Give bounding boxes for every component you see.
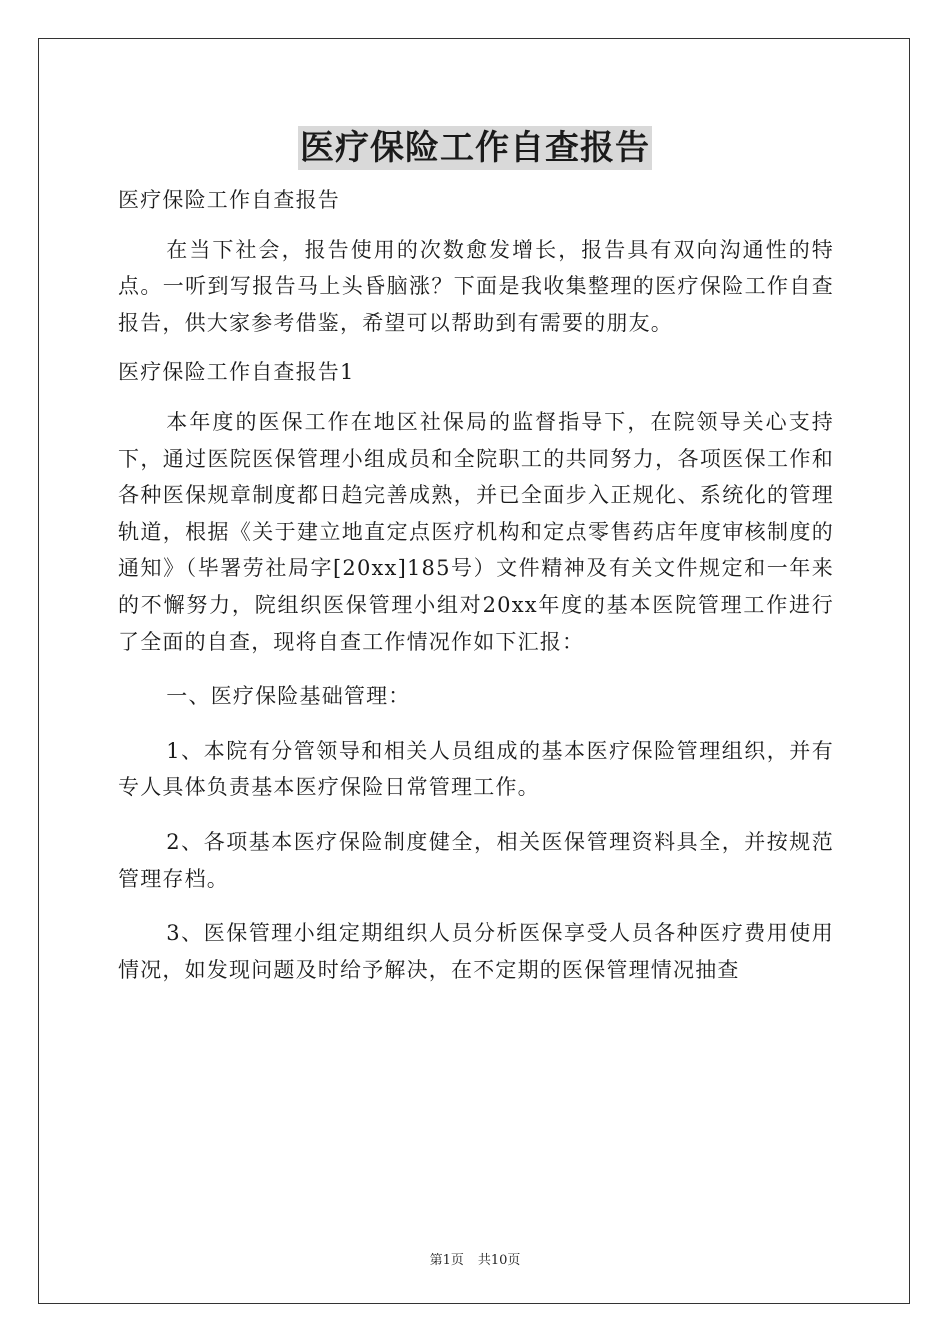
body-paragraph-1: 本年度的医保工作在地区社保局的监督指导下，在院领导关心支持下，通过医院医保管理小组成员和全院职工的共同努力，各项医保工作和各种医保规章制度都日趋完善成熟，并已全面步入正规化、系统化的管理轨道，根据《关于建立地直定点医疗机构和定点零售药店年度审核制度的通知》（毕署劳社局字[20xx]185号）文件精神及有关文件规定和一年来的不懈努力，院组织医保管理小组对20xx年度的基本医院管理工作进行了全面的自查，现将自查工作情况作如下汇报： (118, 409, 834, 654)
page-footer (0, 1249, 950, 1268)
subtitle: 医疗保险工作自查报告 (118, 188, 340, 212)
intro-paragraph: 在当下社会，报告使用的次数愈发增长，报告具有双向沟通性的特点。一听到写报告马上头昏脑涨？下面是我收集整理的医疗保险工作自查报告，供大家参考借鉴，希望可以帮助到有需要的朋友。 (118, 237, 834, 335)
title-container (0, 126, 950, 170)
page-number: 第1页 (429, 1253, 464, 1268)
section-title: 医疗保险工作自查报告1 (118, 360, 355, 385)
list-item-2: 2、各项基本医疗保险制度健全，相关医保管理资料具全，并按规范管理存档。 (118, 829, 834, 891)
list-item-1: 1、本院有分管领导和相关人员组成的基本医疗保险管理组织，并有专人具体负责基本医疗保险日常管理工作。 (118, 738, 834, 800)
page-total: 共10页 (477, 1253, 521, 1268)
document-title: 医疗保险工作自查报告 (300, 128, 650, 168)
document-body (118, 182, 834, 988)
list-item-3: 3、医保管理小组定期组织人员分析医保享受人员各种医疗费用使用情况，如发现问题及时给予解决，在不定期的医保管理情况抽查 (118, 921, 834, 982)
heading-basic-management: 一、医疗保险基础管理： (166, 684, 411, 709)
